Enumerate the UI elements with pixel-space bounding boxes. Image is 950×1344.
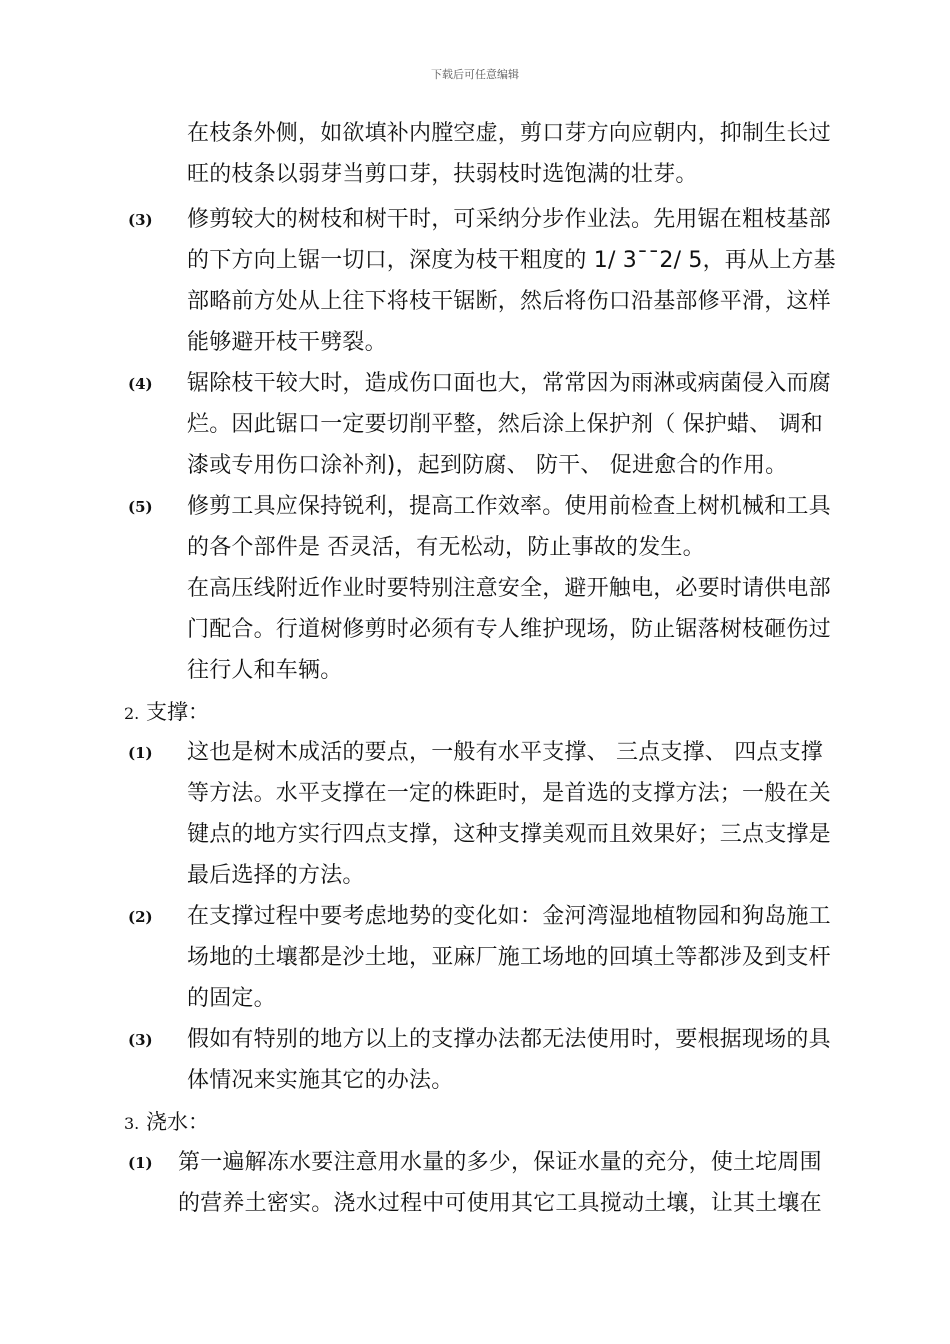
text-line: 部略前方处从上往下将枝干锯断，然后将伤口沿基部修平滑，这样 bbox=[187, 289, 831, 314]
text-line: 旺的枝条以弱芽当剪口芽，扶弱枝时选饱满的壮芽。 bbox=[187, 162, 698, 187]
page-header: 下载后可任意编辑 bbox=[431, 68, 519, 81]
section-heading-watering bbox=[124, 1108, 209, 1138]
text-line: 在高压线附近作业时要特别注意安全，避开触电，必要时请供电部 bbox=[187, 576, 831, 601]
text-line: 等方法。水平支撑在一定的株距时，是首选的支撑方法；一般在关 bbox=[187, 781, 831, 806]
text-line: 门配合。行道树修剪时必须有专人维护现场，防止锯落树枝砸伤过 bbox=[187, 617, 831, 642]
section-number: 3. bbox=[124, 1114, 140, 1133]
text-line: 修剪工具应保持锐利，提高工作效率。使用前检查上树机械和工具 bbox=[187, 494, 831, 519]
text-line: 这也是树木成活的要点，一般有水平支撑、 三点支撑、 四点支撑 bbox=[187, 740, 823, 765]
list-marker: (3) bbox=[128, 1031, 153, 1049]
list-marker: (1) bbox=[128, 744, 153, 762]
text-line: 假如有特别的地方以上的支撑办法都无法使用时，要根据现场的具 bbox=[187, 1027, 831, 1052]
text-line: 在支撑过程中要考虑地势的变化如：金河湾湿地植物园和狗岛施工 bbox=[187, 904, 831, 929]
list-marker: (5) bbox=[128, 498, 153, 516]
text-line: 修剪较大的树枝和树干时，可采纳分步作业法。先用锯在粗枝基部 bbox=[187, 207, 831, 232]
text-line: 键点的地方实行四点支撑，这种支撑美观而且效果好；三点支撑是 bbox=[187, 822, 831, 847]
text-line: 的各个部件是 否灵活，有无松动，防止事故的发生。 bbox=[187, 535, 705, 560]
list-marker: (4) bbox=[128, 375, 153, 393]
list-marker: (3) bbox=[128, 211, 153, 229]
section-heading-support bbox=[124, 698, 209, 728]
text-line: 最后选择的方法。 bbox=[187, 863, 365, 888]
section-number: 2. bbox=[124, 704, 140, 723]
text-line: 能够避开枝干劈裂。 bbox=[187, 330, 387, 355]
text-line: 在枝条外侧，如欲填补内膛空虚，剪口芽方向应朝内，抑制生长过 bbox=[187, 121, 831, 146]
text-line: 的营养土密实。浇水过程中可使用其它工具搅动土壤，让其土壤在 bbox=[178, 1191, 822, 1216]
text-line: 第一遍解冻水要注意用水量的多少，保证水量的充分，使土坨周围 bbox=[178, 1150, 822, 1175]
text-line: 往行人和车辆。 bbox=[187, 658, 343, 683]
text-line: 场地的土壤都是沙土地，亚麻厂施工场地的回填土等都涉及到支杆 bbox=[187, 945, 831, 970]
text-line: 的下方向上锯一切口，深度为枝干粗度的 1/ 3¯¯2/ 5，再从上方基 bbox=[187, 248, 836, 273]
text-line: 的固定。 bbox=[187, 986, 276, 1011]
text-line: 漆或专用伤口涂补剂)，起到防腐、 防干、 促进愈合的作用。 bbox=[187, 453, 788, 478]
section-title: 浇水： bbox=[145, 1110, 209, 1134]
list-marker: (1) bbox=[128, 1154, 153, 1172]
text-line: 烂。因此锯口一定要切削平整，然后涂上保护剂（ 保护蜡、 调和 bbox=[187, 412, 823, 437]
list-marker: (2) bbox=[128, 908, 153, 926]
text-line: 体情况来实施其它的办法。 bbox=[187, 1068, 454, 1093]
section-title: 支撑： bbox=[145, 700, 209, 724]
text-line: 锯除枝干较大时，造成伤口面也大，常常因为雨淋或病菌侵入而腐 bbox=[187, 371, 831, 396]
